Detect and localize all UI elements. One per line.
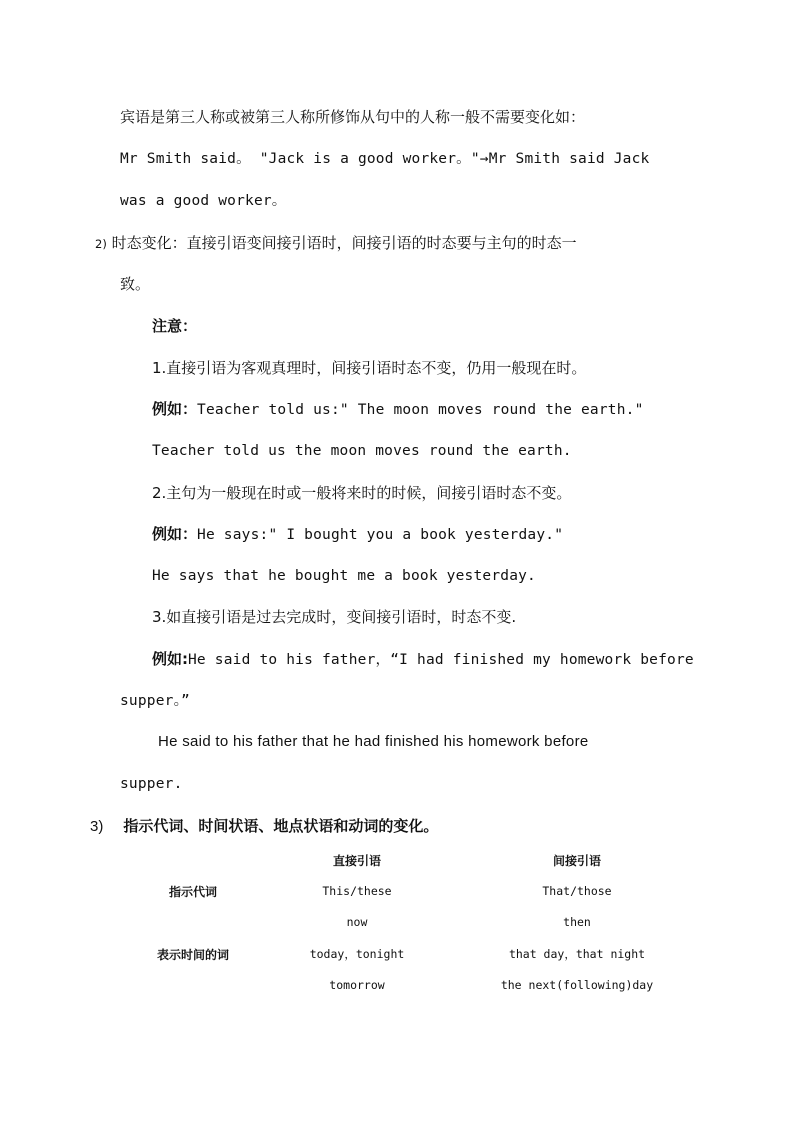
- example-3-cont: supper。”: [120, 693, 190, 709]
- table-cell: today，tonight: [309, 947, 405, 961]
- example-label: 例如:: [152, 650, 188, 668]
- paragraph-line: was a good worker。: [120, 193, 287, 209]
- example-2-answer: He says that he bought me a book yesterday.: [152, 568, 536, 584]
- example-text: Teacher told us:" The moon moves round the earth.": [197, 402, 644, 418]
- example-label: 例如：: [152, 400, 198, 418]
- table-cell: That/those: [542, 884, 612, 898]
- table-cell: This/these: [322, 884, 392, 898]
- section-number: 3): [90, 818, 104, 835]
- paragraph-line: Mr Smith said。 "Jack is a good worker。"→Mr Smith said Jack: [120, 151, 650, 167]
- section-text: 时态变化：直接引语变间接引语时，间接引语的时态要与主句的时态一: [111, 234, 577, 252]
- rule-3: 3.如直接引语是过去完成时，变间接引语时，时态不变.: [152, 608, 517, 626]
- note-heading: 注意：: [152, 317, 198, 335]
- rule-2: 2.主句为一般现在时或一般将来时的时候，间接引语时态不变。: [152, 484, 572, 502]
- table-cell: tomorrow: [329, 978, 385, 992]
- section-line-2: [95, 233, 577, 254]
- table-cell: that day，that night: [508, 947, 646, 961]
- example-1: [152, 399, 644, 420]
- table-cell: then: [563, 915, 591, 929]
- table-header-indirect: 间接引语: [552, 854, 602, 868]
- example-text: He says:" I bought you a book yesterday.": [197, 527, 564, 543]
- table-header-direct: 直接引语: [332, 854, 382, 868]
- table-cell: now: [346, 915, 368, 929]
- example-1-answer: Teacher told us the moon moves round the earth.: [152, 443, 572, 459]
- table-cell: the next(following)day: [500, 978, 654, 992]
- section-number: 2): [95, 237, 107, 251]
- example-3-answer-cont: supper.: [120, 776, 183, 792]
- rule-1: 1.直接引语为客观真理时，间接引语时态不变，仍用一般现在时。: [152, 359, 587, 377]
- table-row-label: 表示时间的词: [156, 948, 230, 962]
- example-label: 例如：: [152, 525, 198, 543]
- example-3-answer: He said to his father that he had finished his homework before: [158, 733, 589, 750]
- example-2: [152, 524, 563, 545]
- example-3: [152, 649, 694, 670]
- paragraph-line: 致。: [120, 275, 151, 293]
- paragraph-line: 宾语是第三人称或被第三人称所修饰从句中的人称一般不需要变化如：: [120, 108, 586, 126]
- table-row-label: 指示代词: [168, 885, 218, 899]
- section-title: 指示代词、时间状语、地点状语和动词的变化。: [123, 817, 439, 835]
- section-3-heading: [90, 816, 438, 837]
- example-text: He said to his father，“I had finished my homework before: [188, 652, 694, 668]
